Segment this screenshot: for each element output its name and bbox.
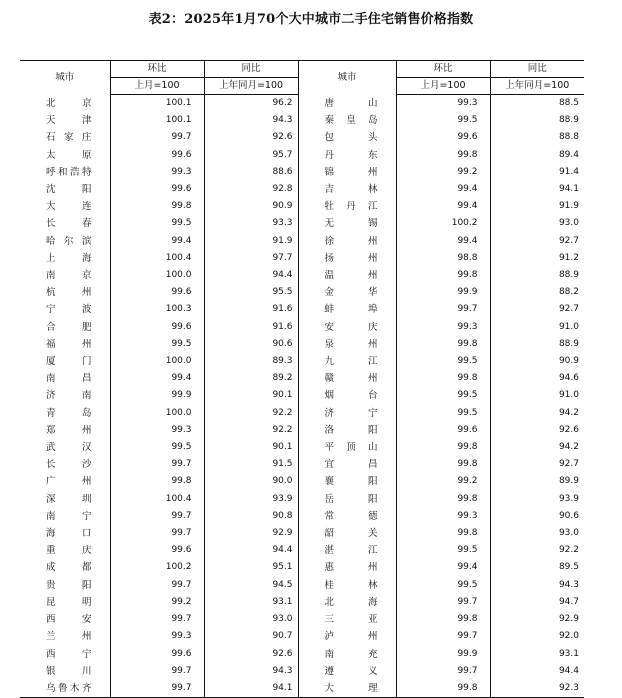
mom-value-cell: 100.0 — [110, 405, 204, 422]
yoy-value-cell: 88.6 — [204, 164, 298, 181]
mom-value-cell: 99.6 — [396, 129, 490, 146]
mom-value-cell: 99.6 — [110, 181, 204, 198]
mom-value-cell: 99.4 — [110, 233, 204, 250]
city-name-cell: 福州 — [46, 338, 92, 350]
mom-value-cell: 99.8 — [396, 680, 490, 698]
mom-value-cell: 99.8 — [110, 473, 204, 490]
yoy-value-cell: 93.1 — [204, 594, 298, 611]
city-name-cell: 丹东 — [298, 147, 396, 164]
yoy-base-header: 上年同月=100 — [204, 78, 298, 95]
yoy-value-cell: 89.9 — [490, 473, 584, 490]
table-row — [20, 559, 584, 576]
city-name-cell: 金华 — [298, 284, 396, 301]
yoy-value-cell: 91.0 — [490, 387, 584, 404]
city-name-cell: 安庆 — [298, 319, 396, 336]
yoy-value-cell: 94.4 — [204, 542, 298, 559]
city-name-cell: 烟台 — [298, 387, 396, 404]
city-name-cell: 湛江 — [298, 542, 396, 559]
table-row — [20, 680, 584, 698]
city-name-cell: 牡丹江 — [298, 198, 396, 215]
yoy-value-cell: 90.6 — [490, 508, 584, 525]
yoy-value-cell: 94.5 — [204, 577, 298, 594]
city-name-cell: 岳阳 — [298, 491, 396, 508]
table-row — [20, 473, 584, 490]
city-name-cell: 泸州 — [298, 628, 396, 645]
table-row — [20, 181, 584, 198]
mom-value-cell: 99.5 — [110, 439, 204, 456]
yoy-value-cell: 92.8 — [204, 181, 298, 198]
city-name-cell: 常德 — [298, 508, 396, 525]
mom-value-cell: 99.7 — [396, 628, 490, 645]
city-name-cell: 大理 — [298, 680, 396, 698]
city-name-cell: 徐州 — [298, 233, 396, 250]
table-row — [20, 525, 584, 542]
city-name-cell: 天津 — [46, 115, 92, 127]
city-name-cell: 唐山 — [298, 95, 396, 113]
mom-value-cell: 100.0 — [110, 267, 204, 284]
yoy-value-cell: 94.4 — [204, 267, 298, 284]
yoy-value-cell: 92.6 — [204, 646, 298, 663]
city-name-cell: 武汉 — [46, 442, 92, 454]
mom-value-cell: 99.6 — [110, 646, 204, 663]
city-name-cell: 秦皇岛 — [298, 112, 396, 129]
mom-value-cell: 99.8 — [396, 525, 490, 542]
table-row — [20, 405, 584, 422]
table-row — [20, 336, 584, 353]
yoy-value-cell: 93.9 — [204, 491, 298, 508]
city-name-cell: 贵阳 — [46, 579, 92, 591]
city-name-cell: 南宁 — [46, 510, 92, 522]
yoy-value-cell: 92.2 — [204, 422, 298, 439]
city-name-cell: 宜昌 — [298, 456, 396, 473]
table-header — [20, 61, 584, 95]
table-row — [20, 215, 584, 232]
page-title: 表2：2025年1月70个大中城市二手住宅销售价格指数 — [148, 12, 474, 27]
mom-value-cell: 99.8 — [110, 198, 204, 215]
mom-value-cell: 99.7 — [110, 680, 204, 698]
yoy-value-cell: 93.1 — [490, 646, 584, 663]
yoy-value-cell: 90.1 — [204, 439, 298, 456]
yoy-value-cell: 93.0 — [490, 525, 584, 542]
yoy-value-cell: 94.7 — [490, 594, 584, 611]
city-name-cell: 广州 — [46, 476, 92, 488]
yoy-value-cell: 95.1 — [204, 559, 298, 576]
yoy-value-cell: 90.0 — [204, 473, 298, 490]
table-row — [20, 594, 584, 611]
yoy-value-cell: 94.3 — [204, 663, 298, 680]
yoy-value-cell: 91.9 — [204, 233, 298, 250]
mom-value-cell: 99.5 — [396, 387, 490, 404]
mom-value-cell: 99.8 — [396, 147, 490, 164]
table-row — [20, 147, 584, 164]
yoy-value-cell: 90.7 — [204, 628, 298, 645]
yoy-value-cell: 92.6 — [490, 422, 584, 439]
city-name-cell: 合肥 — [46, 321, 92, 333]
city-name-cell: 韶关 — [298, 525, 396, 542]
city-name-cell: 赣州 — [298, 370, 396, 387]
mom-value-cell: 99.4 — [396, 198, 490, 215]
city-name-cell: 锦州 — [298, 164, 396, 181]
table-row — [20, 611, 584, 628]
mom-value-cell: 99.9 — [396, 284, 490, 301]
city-name-cell: 哈尔滨 — [46, 235, 92, 247]
yoy-value-cell: 91.5 — [204, 456, 298, 473]
table-row — [20, 422, 584, 439]
city-name-cell: 大连 — [46, 201, 92, 213]
table-row — [20, 129, 584, 146]
yoy-value-cell: 91.6 — [204, 301, 298, 318]
yoy-column-header: 同比 — [204, 61, 298, 78]
table-row — [20, 233, 584, 250]
yoy-value-cell: 92.7 — [490, 233, 584, 250]
yoy-value-cell: 90.9 — [490, 353, 584, 370]
city-name-cell: 呼和浩特 — [46, 166, 92, 178]
city-name-cell: 南充 — [298, 646, 396, 663]
city-name-cell: 桂林 — [298, 577, 396, 594]
yoy-value-cell: 92.2 — [204, 405, 298, 422]
mom-value-cell: 99.9 — [396, 646, 490, 663]
mom-value-cell: 100.1 — [110, 95, 204, 113]
city-name-cell: 长春 — [46, 218, 92, 230]
city-name-cell: 石家庄 — [46, 132, 92, 144]
city-name-cell: 济南 — [46, 390, 92, 402]
city-name-cell: 平顶山 — [298, 439, 396, 456]
city-name-cell: 济宁 — [298, 405, 396, 422]
mom-value-cell: 99.5 — [110, 336, 204, 353]
mom-value-cell: 99.5 — [396, 405, 490, 422]
table-row — [20, 198, 584, 215]
mom-value-cell: 99.6 — [110, 542, 204, 559]
city-name-cell: 扬州 — [298, 250, 396, 267]
yoy-value-cell: 88.2 — [490, 284, 584, 301]
city-name-cell: 成都 — [46, 562, 92, 574]
mom-value-cell: 99.7 — [110, 577, 204, 594]
yoy-value-cell: 89.4 — [490, 147, 584, 164]
table-row — [20, 508, 584, 525]
city-name-cell: 南昌 — [46, 373, 92, 385]
mom-value-cell: 99.8 — [396, 439, 490, 456]
mom-value-cell: 99.2 — [110, 594, 204, 611]
yoy-value-cell: 91.9 — [490, 198, 584, 215]
mom-value-cell: 99.6 — [110, 284, 204, 301]
yoy-value-cell: 94.6 — [490, 370, 584, 387]
mom-value-cell: 99.8 — [396, 456, 490, 473]
city-name-cell: 襄阳 — [298, 473, 396, 490]
city-name-cell: 昆明 — [46, 596, 92, 608]
city-name-cell: 银川 — [46, 665, 92, 677]
city-name-cell: 九江 — [298, 353, 396, 370]
mom-value-cell: 99.5 — [396, 353, 490, 370]
city-name-cell: 泉州 — [298, 336, 396, 353]
city-name-cell: 遵义 — [298, 663, 396, 680]
yoy-value-cell: 93.9 — [490, 491, 584, 508]
mom-value-cell: 100.1 — [110, 112, 204, 129]
mom-value-cell: 99.7 — [110, 663, 204, 680]
mom-value-cell: 100.2 — [396, 215, 490, 232]
yoy-value-cell: 89.2 — [204, 370, 298, 387]
yoy-value-cell: 94.1 — [204, 680, 298, 698]
price-index-table — [20, 60, 584, 698]
mom-value-cell: 98.8 — [396, 250, 490, 267]
table-row — [20, 284, 584, 301]
mom-value-cell: 99.5 — [396, 542, 490, 559]
yoy-value-cell: 96.2 — [204, 95, 298, 113]
mom-value-cell: 99.4 — [396, 559, 490, 576]
city-name-cell: 太原 — [46, 149, 92, 161]
yoy-value-cell: 89.5 — [490, 559, 584, 576]
mom-value-cell: 100.4 — [110, 250, 204, 267]
city-name-cell: 重庆 — [46, 545, 92, 557]
yoy-value-cell: 93.0 — [490, 215, 584, 232]
yoy-value-cell: 90.1 — [204, 387, 298, 404]
mom-value-cell: 100.3 — [110, 301, 204, 318]
mom-value-cell: 99.6 — [110, 147, 204, 164]
city-name-cell: 温州 — [298, 267, 396, 284]
yoy-value-cell: 92.0 — [490, 628, 584, 645]
table-row — [20, 353, 584, 370]
table-row — [20, 439, 584, 456]
city-name-cell: 北京 — [46, 97, 92, 109]
mom-value-cell: 99.8 — [396, 336, 490, 353]
mom-value-cell: 99.5 — [396, 577, 490, 594]
mom-value-cell: 99.2 — [396, 473, 490, 490]
mom-column-header: 环比 — [110, 61, 204, 78]
yoy-value-cell: 94.1 — [490, 181, 584, 198]
mom-value-cell: 99.8 — [396, 491, 490, 508]
table-row — [20, 267, 584, 284]
yoy-value-cell: 93.3 — [204, 215, 298, 232]
table-row — [20, 112, 584, 129]
yoy-base-header-right: 上年同月=100 — [490, 78, 584, 95]
mom-value-cell: 99.7 — [110, 525, 204, 542]
yoy-value-cell: 90.6 — [204, 336, 298, 353]
mom-column-header-right: 环比 — [396, 61, 490, 78]
city-name-cell: 宁波 — [46, 304, 92, 316]
city-name-cell: 蚌埠 — [298, 301, 396, 318]
table-row — [20, 628, 584, 645]
yoy-value-cell: 94.2 — [490, 439, 584, 456]
city-name-cell: 包头 — [298, 129, 396, 146]
city-name-cell: 三亚 — [298, 611, 396, 628]
city-name-cell: 南京 — [46, 270, 92, 282]
city-name-cell: 海口 — [46, 528, 92, 540]
city-name-cell: 西安 — [46, 614, 92, 626]
mom-base-header: 上月=100 — [110, 78, 204, 95]
mom-value-cell: 100.2 — [110, 559, 204, 576]
city-name-cell: 惠州 — [298, 559, 396, 576]
mom-value-cell: 99.7 — [396, 663, 490, 680]
mom-value-cell: 99.4 — [396, 181, 490, 198]
mom-value-cell: 99.6 — [396, 422, 490, 439]
yoy-value-cell: 91.2 — [490, 250, 584, 267]
yoy-value-cell: 92.7 — [490, 456, 584, 473]
table-row — [20, 319, 584, 336]
mom-value-cell: 99.8 — [396, 611, 490, 628]
city-name-cell: 上海 — [46, 252, 92, 264]
table-row — [20, 250, 584, 267]
yoy-value-cell: 88.9 — [490, 336, 584, 353]
table-body — [20, 95, 584, 698]
city-name-cell: 青岛 — [46, 407, 92, 419]
yoy-value-cell: 92.7 — [490, 301, 584, 318]
yoy-value-cell: 92.3 — [490, 680, 584, 698]
mom-base-header-right: 上月=100 — [396, 78, 490, 95]
yoy-value-cell: 92.6 — [204, 129, 298, 146]
mom-value-cell: 99.3 — [110, 164, 204, 181]
city-name-cell: 北海 — [298, 594, 396, 611]
yoy-value-cell: 89.3 — [204, 353, 298, 370]
yoy-column-header-right: 同比 — [490, 61, 584, 78]
city-name-cell: 洛阳 — [298, 422, 396, 439]
city-column-header: 城市 — [20, 61, 110, 95]
table-row — [20, 577, 584, 594]
yoy-value-cell: 94.3 — [204, 112, 298, 129]
yoy-value-cell: 92.2 — [490, 542, 584, 559]
yoy-value-cell: 95.7 — [204, 147, 298, 164]
city-name-cell: 无锡 — [298, 215, 396, 232]
mom-value-cell: 99.5 — [396, 112, 490, 129]
yoy-value-cell: 94.3 — [490, 577, 584, 594]
mom-value-cell: 99.7 — [110, 508, 204, 525]
mom-value-cell: 99.3 — [110, 628, 204, 645]
city-name-cell: 乌鲁木齐 — [20, 680, 110, 698]
yoy-value-cell: 88.9 — [490, 112, 584, 129]
city-name-cell: 长沙 — [46, 459, 92, 471]
table-row — [20, 301, 584, 318]
mom-value-cell: 99.8 — [396, 267, 490, 284]
mom-value-cell: 99.7 — [396, 301, 490, 318]
mom-value-cell: 99.3 — [110, 422, 204, 439]
table-row — [20, 387, 584, 404]
table-row — [20, 370, 584, 387]
city-name-cell: 厦门 — [46, 356, 92, 368]
mom-value-cell: 99.9 — [110, 387, 204, 404]
yoy-value-cell: 90.8 — [204, 508, 298, 525]
yoy-value-cell: 92.9 — [490, 611, 584, 628]
mom-value-cell: 99.2 — [396, 164, 490, 181]
yoy-value-cell: 94.2 — [490, 405, 584, 422]
yoy-value-cell: 88.9 — [490, 267, 584, 284]
yoy-value-cell: 92.9 — [204, 525, 298, 542]
table-row — [20, 663, 584, 680]
yoy-value-cell: 94.4 — [490, 663, 584, 680]
mom-value-cell: 99.7 — [396, 594, 490, 611]
table-row — [20, 164, 584, 181]
mom-value-cell: 99.8 — [396, 370, 490, 387]
table-row — [20, 491, 584, 508]
mom-value-cell: 99.7 — [110, 611, 204, 628]
mom-value-cell: 99.7 — [110, 129, 204, 146]
city-name-cell: 杭州 — [46, 287, 92, 299]
city-name-cell: 郑州 — [46, 424, 92, 436]
city-column-header-right: 城市 — [298, 61, 396, 95]
mom-value-cell: 99.5 — [110, 215, 204, 232]
table-row — [20, 456, 584, 473]
city-name-cell: 沈阳 — [46, 184, 92, 196]
yoy-value-cell: 97.7 — [204, 250, 298, 267]
mom-value-cell: 99.7 — [110, 456, 204, 473]
yoy-value-cell: 90.9 — [204, 198, 298, 215]
mom-value-cell: 99.3 — [396, 508, 490, 525]
city-name-cell: 西宁 — [46, 648, 92, 660]
yoy-value-cell: 93.0 — [204, 611, 298, 628]
city-name-cell: 兰州 — [46, 631, 92, 643]
yoy-value-cell: 88.8 — [490, 129, 584, 146]
mom-value-cell: 99.4 — [396, 233, 490, 250]
mom-value-cell: 100.4 — [110, 491, 204, 508]
table-row — [20, 646, 584, 663]
table-row — [20, 542, 584, 559]
yoy-value-cell: 91.4 — [490, 164, 584, 181]
city-name-cell: 深圳 — [46, 493, 92, 505]
mom-value-cell: 99.3 — [396, 95, 490, 113]
yoy-value-cell: 88.5 — [490, 95, 584, 113]
mom-value-cell: 100.0 — [110, 353, 204, 370]
yoy-value-cell: 91.6 — [204, 319, 298, 336]
yoy-value-cell: 91.0 — [490, 319, 584, 336]
mom-value-cell: 99.4 — [110, 370, 204, 387]
table-row — [20, 95, 584, 113]
yoy-value-cell: 95.5 — [204, 284, 298, 301]
mom-value-cell: 99.6 — [110, 319, 204, 336]
city-name-cell: 吉林 — [298, 181, 396, 198]
mom-value-cell: 99.3 — [396, 319, 490, 336]
